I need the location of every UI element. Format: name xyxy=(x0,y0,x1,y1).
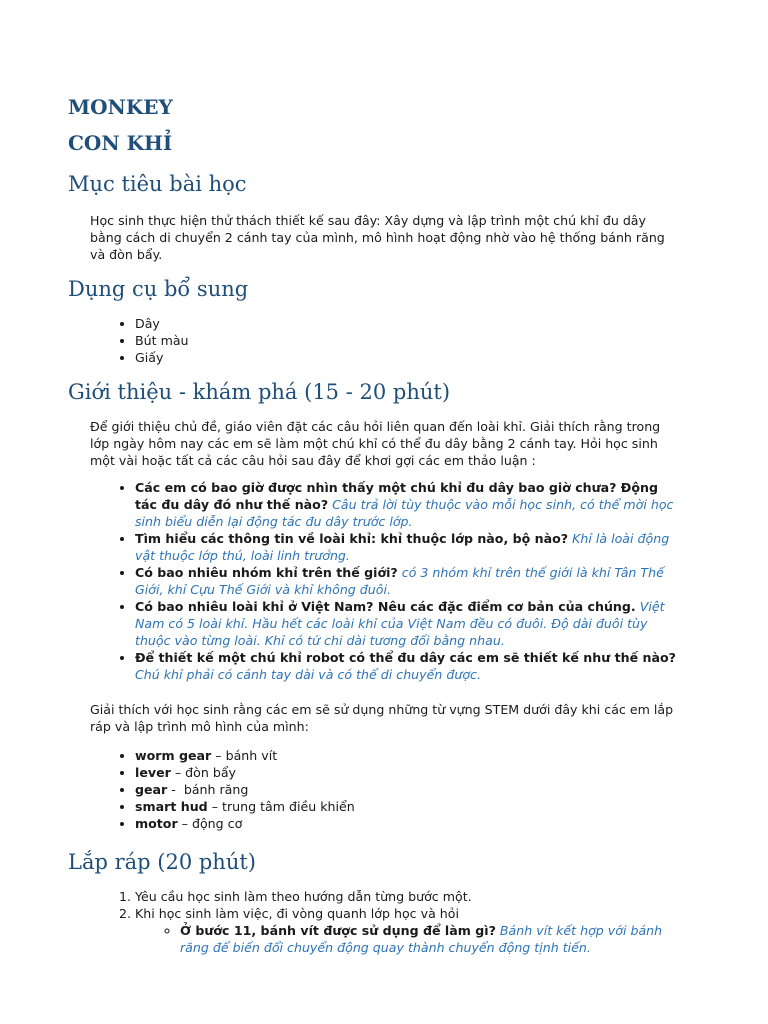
vocab-item xyxy=(135,815,680,832)
answer-text: Chú khỉ phải có cánh tay dài và có thể di chuyển được. xyxy=(135,667,481,682)
vocab-item xyxy=(135,781,680,798)
title-vietnamese: CON KHỈ xyxy=(68,131,173,155)
answer-text: Bánh vít kết hợp với bánh răng để biến đổi chuyển động quay thành chuyển động tịnh tiến. xyxy=(180,923,663,955)
assembly-steps xyxy=(68,888,680,956)
step-sub-list xyxy=(135,922,680,956)
step-item xyxy=(135,905,680,956)
vocab-definition: trung tâm điều khiển xyxy=(222,799,355,814)
question-item xyxy=(135,649,680,683)
question-text: Ở bước 11, bánh vít được sử dụng để làm gì? xyxy=(180,923,496,938)
vocab-list xyxy=(68,747,680,832)
objectives-text: Học sinh thực hiện thử thách thiết kế sau đây: Xây dựng và lập trình một chú khỉ đu dây bằng cách di chuyển 2 cánh tay của mình, mô hình hoạt động nhờ vào hệ thống bánh răng và đòn bẩy. xyxy=(90,213,665,262)
list-item: • Dây xyxy=(135,315,680,332)
vocab-term: gear xyxy=(135,782,168,797)
vocab-term: worm gear xyxy=(135,748,212,763)
vocab-separator: – xyxy=(207,799,222,814)
vocab-separator: – xyxy=(211,748,226,763)
heading-assembly: Lắp ráp (20 phút) xyxy=(68,850,256,874)
step-item: 1. Yêu cầu học sinh làm theo hướng dẫn từng bước một. xyxy=(135,888,680,905)
vocab-definition: động cơ xyxy=(191,816,243,831)
vocab-term: motor xyxy=(135,816,178,831)
question-item xyxy=(135,564,680,598)
answer-text: có 3 nhóm khỉ trên thế giới là khỉ Tân Thế Giới, khỉ Cựu Thế Giới và khỉ không đuôi. xyxy=(135,565,664,597)
question-text: Tìm hiểu các thông tin về loài khỉ: khỉ thuộc lớp nào, bộ nào? xyxy=(135,531,569,546)
question-text: Các em có bao giờ được nhìn thấy một chú khỉ đu dây bao giờ chưa? Động tác đu dây đó như thế nào? xyxy=(135,480,658,512)
heading-objectives: Mục tiêu bài học xyxy=(68,172,247,196)
vocab-definition: bánh vít xyxy=(225,748,278,763)
vocab-definition: bánh răng xyxy=(183,782,249,797)
question-text: Để thiết kế một chú khỉ robot có thể đu dây các em sẽ thiết kế như thế nào? xyxy=(135,650,676,665)
answer-text: Khỉ là loài động vật thuộc lớp thú, loài linh trưởng. xyxy=(135,531,670,563)
vocab-item xyxy=(135,798,680,815)
list-item: • Giấy xyxy=(135,349,680,366)
heading-intro: Giới thiệu - khám phá (15 - 20 phút) xyxy=(68,380,451,404)
heading-tools: Dụng cụ bổ sung xyxy=(68,277,249,301)
step-text: Khi học sinh làm việc, đi vòng quanh lớp học và hỏi xyxy=(135,906,459,921)
title-english: MONKEY xyxy=(68,95,173,119)
vocab-item xyxy=(135,764,680,781)
question-item xyxy=(135,530,680,564)
answer-text: Việt Nam có 5 loài khỉ. Hầu hết các loài khỉ của Việt Nam đều có đuôi. Độ dài đuôi tùy thuộc vào từng loài. Khỉ có tứ chi dài tương đối bằng nhau. xyxy=(135,599,665,648)
answer-text: Câu trả lời tùy thuộc vào mỗi học sinh, có thể mời học sinh biểu diễn lại động tác đu dây trước lớp. xyxy=(135,497,674,529)
vocab-item xyxy=(135,747,680,764)
intro-text: Để giới thiệu chủ đề, giáo viên đặt các câu hỏi liên quan đến loài khỉ. Giải thích rằng trong lớp ngày hôm nay các em sẽ làm một chú khỉ có thể đu dây bằng 2 cánh tay. Hỏi học sinh một vài hoặc tất cả các câu hỏi sau đây để khơi gợi các em thảo luận : xyxy=(90,419,661,468)
vocab-separator: - xyxy=(167,782,184,797)
sub-question-item xyxy=(180,922,680,956)
list-item: • Bút màu xyxy=(135,332,680,349)
question-text: Có bao nhiêu nhóm khỉ trên thế giới? xyxy=(135,565,398,580)
vocab-intro-text: Giải thích với học sinh rằng các em sẽ sử dụng những từ vựng STEM dưới đây khi các em lắp ráp và lập trình mô hình của mình: xyxy=(90,702,674,734)
vocab-separator: – xyxy=(177,816,192,831)
question-item xyxy=(135,479,680,530)
intro-questions xyxy=(68,479,680,683)
vocab-term: smart hud xyxy=(135,799,208,814)
question-item xyxy=(135,598,680,649)
tools-list xyxy=(68,315,680,366)
vocab-separator: – xyxy=(170,765,186,780)
vocab-term: lever xyxy=(135,765,171,780)
question-text: Có bao nhiêu loài khỉ ở Việt Nam? Nêu các đặc điểm cơ bản của chúng. xyxy=(135,599,636,614)
vocab-definition: đòn bẩy xyxy=(185,765,236,780)
